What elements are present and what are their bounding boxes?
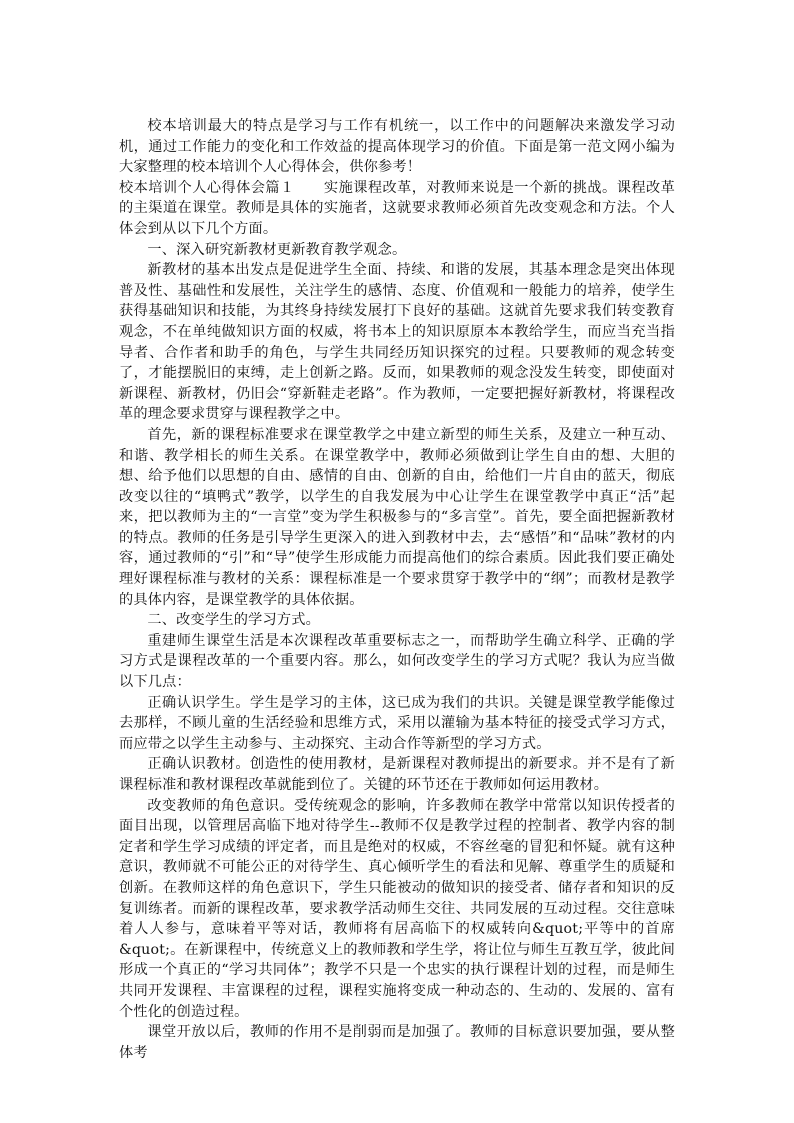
body-paragraph: 首先，新的课程标准要求在课堂教学之中建立新型的师生关系，及建立一种互动、和谐、教学相长的师生关系。在课堂教学中，教师必须做到让学生自由的想、大胆的想、给予他们以思想的自由、感情的自由、创新的自由，给他们一片自由的蓝天，彻底改变以往的“填鸭式”教学，以学生的自我发展为中心让学生在课堂教学中真正“活”起来，把以教师为主的“一言堂”变为学生积极参与的“多言堂”。首先，要全面把握新教材的特点。教师的任务是引导学生更深入的进入到教材中去，去“感悟”和“品味”教材的内容，通过教师的“引”和“导”使学生形成能力而提高他们的综合素质。因此我们要正确处理好课程标准与教材的关系：课程标准是一个要求贯穿于教学中的“纲”；而教材是教学的具体内容，是课堂教学的具体依据。 — [119, 426, 675, 608]
section-heading-1: 一、深入研究新教材更新教育教学观念。 — [147, 241, 407, 258]
intro-paragraph: 校本培训最大的特点是学习与工作有机统一，以工作中的问题解决来激发学习动机，通过工作能力的变化和工作效益的提高体现学习的价值。下面是第一范文网小编为大家整理的校本培训个人心得体会，供你参考！ — [119, 118, 675, 176]
section-heading-2: 二、改变学生的学习方式。 — [147, 612, 321, 629]
body-paragraph: 改变教师的角色意识。受传统观念的影响，许多教师在教学中常常以知识传授者的面目出现，以管理居高临下地对待学生--教师不仅是教学过程的控制者、教学内容的制定者和学生学习成绩的评定者，而且是绝对的权威，不容丝毫的冒犯和怀疑。就有这种意识，教师就不可能公正的对待学生、真心倾听学生的看法和见解、尊重学生的质疑和创新。在教师这样的角色意识下，学生只能被动的做知识的接受者、储存者和知识的反复训练者。而新的课程改革，要求教学活动师生交往、共同发展的互动过程。交往意味着人人参与，意味着平等对话，教师将有居高临下的权威转向&quot;平等中的首席&quot;。在新课程中，传统意义上的教师教和学生学，将让位与师生互教互学，彼此间形成一个真正的“学习共同体”；教学不只是一个忠实的执行课程计划的过程，而是师生共同开发课程、丰富课程的过程，课程实施将变成一种动态的、生动的、发展的、富有个性化的创造过程。 — [119, 797, 675, 1020]
body-paragraph: 重建师生课堂生活是本次课程改革重要标志之一，而帮助学生确立科学、正确的学习方式是课程改革的一个重要内容。那么，如何改变学生的学习方式呢？我认为应当做以下几点： — [119, 632, 675, 691]
body-paragraph: 课堂开放以后，教师的作用不是削弱而是加强了。教师的目标意识要加强，要从整体考 — [119, 1024, 675, 1061]
article-title-paragraph: 校本培训个人心得体会篇１ 实施课程改革，对教师来说是一个新的挑战。课程改革的主渠道在课堂。教师是具体的实施者，这就要求教师必须首先改变观念和方法。个人体会到从以下几个方面。 — [119, 179, 675, 237]
body-paragraph: 新教材的基本出发点是促进学生全面、持续、和谐的发展，其基本理念是突出体现普及性、基础性和发展性，关注学生的感情、态度、价值观和一般能力的培养，使学生获得基础知识和技能，为其终身持续发展打下良好的基础。这就首先要求我们转变教育观念，不在单纯做知识方面的权威，将书本上的知识原原本本教给学生，而应当充当指导者、合作者和助手的角色，与学生共同经历知识探究的过程。只要教师的观念转变了，才能摆脱旧的束缚，走上创新之路。反而，如果教师的观念没发生转变，即使面对新课程、新教材，仍旧会“穿新鞋走老路”。作为教师，一定要把握好新教材，将课程改革的理念要求贯穿与课程教学之中。 — [119, 262, 675, 423]
body-paragraph: 正确认识学生。学生是学习的主体，这已成为我们的共识。关键是课堂教学能像过去那样，不顾儿童的生活经验和思维方式，采用以灌输为基本特征的接受式学习方式，而应带之以学生主动参与、主动探究、主动合作等新型的学习方式。 — [119, 694, 675, 752]
document-page — [119, 116, 675, 1063]
body-paragraph: 正确认识教材。创造性的使用教材，是新课程对教师提出的新要求。并不是有了新课程标准和教材课程改革就能到位了。关键的环节还在于教师如何运用教材。 — [119, 756, 675, 793]
